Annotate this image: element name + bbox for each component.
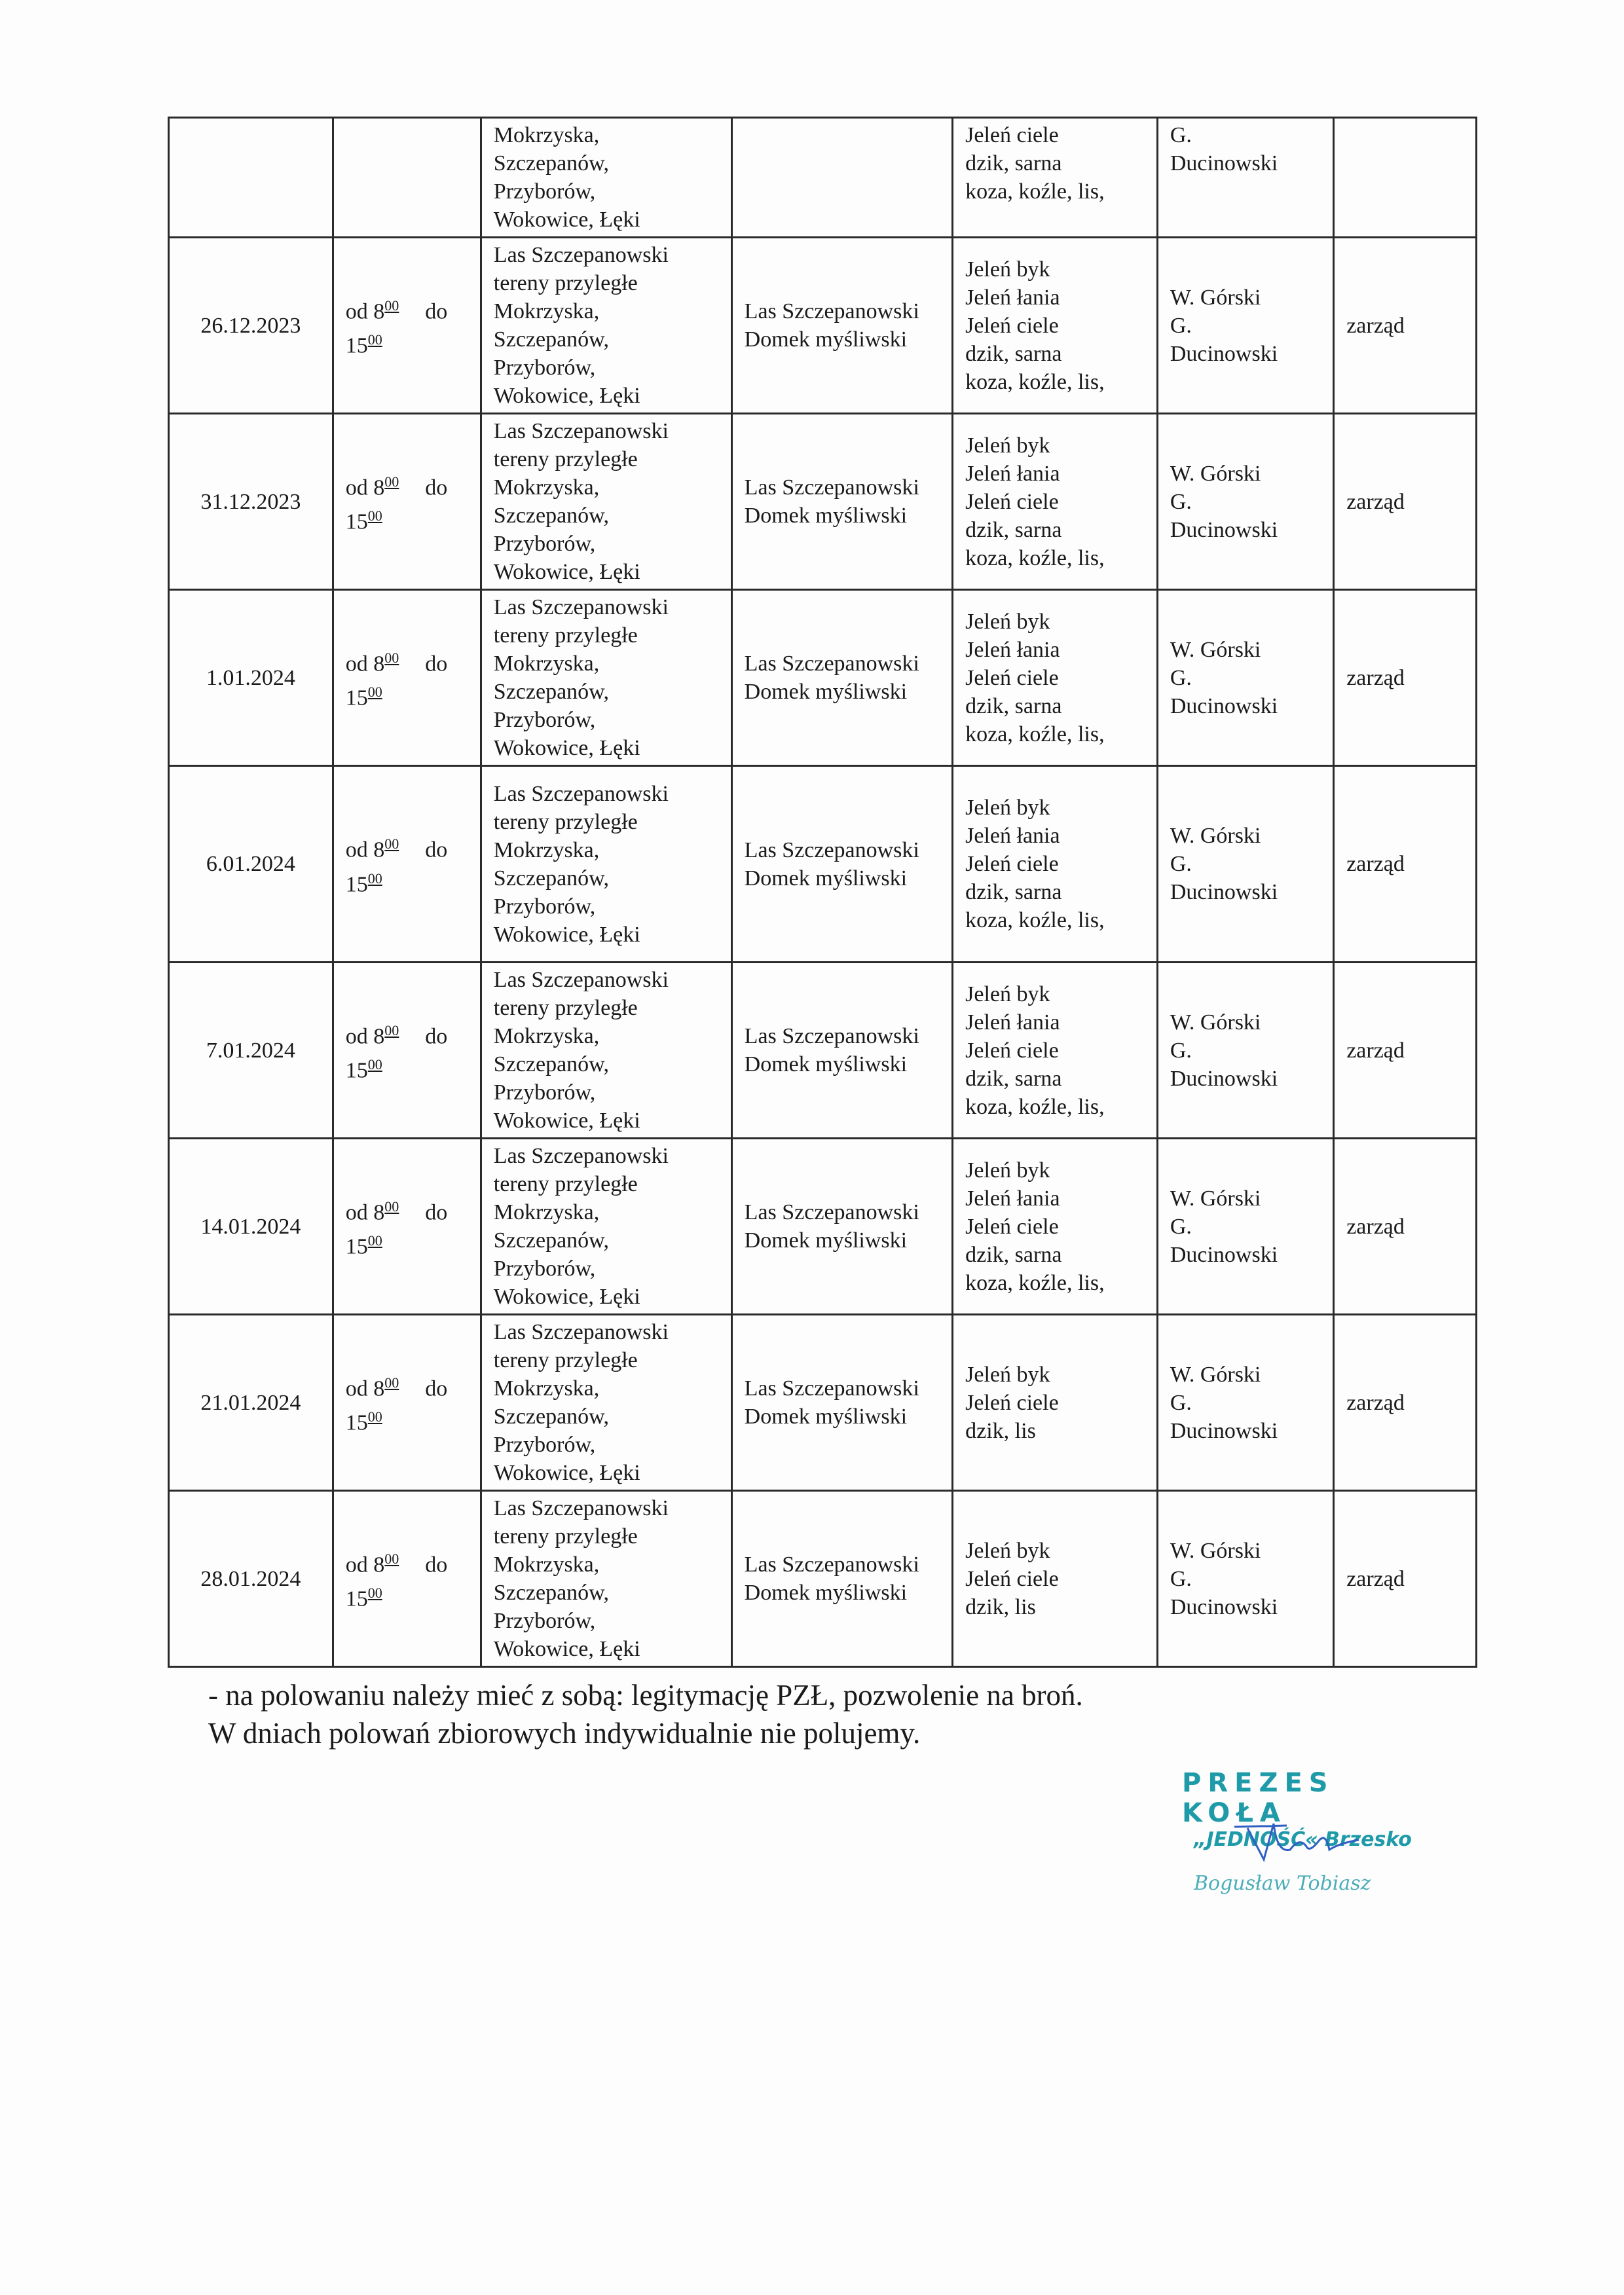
cell-game-species: Jeleń byk Jeleń ciele dzik, lis [953,1315,1158,1491]
cell-organizer: zarząd [1334,1139,1477,1315]
cell-time [333,1491,481,1667]
cell-game-species: Jeleń byk Jeleń łania Jeleń ciele dzik, sarna koza, koźle, lis, [953,414,1158,590]
cell-date: 26.12.2023 [169,238,333,414]
schedule-row [169,414,1477,590]
cell-hunt-leaders: W. Górski G. Ducinowski [1157,590,1333,766]
cell-hunt-leaders: W. Górski G. Ducinowski [1157,1491,1333,1667]
schedule-row [169,766,1477,963]
cell-time [333,414,481,590]
time-to: $15^{00}$ [345,1056,382,1083]
time-to: $15^{00}$ [345,684,382,710]
cell-meeting-place: Las Szczepanowski Domek myśliwski [731,1491,952,1667]
cell-hunting-area: Las Szczepanowski tereny przyległe Mokrzyska, Szczepanów, Przyborów, Wokowice, Łęki [481,1491,731,1667]
cell-game-species: Jeleń ciele dzik, sarna koza, koźle, lis, [953,118,1158,238]
cell-meeting-place: Las Szczepanowski Domek myśliwski [731,766,952,963]
schedule-row [169,1315,1477,1491]
cell-date: 28.01.2024 [169,1491,333,1667]
note-required-documents: - na polowaniu należy mieć z sobą: legitymację PZŁ, pozwolenie na broń. [208,1679,1083,1712]
cell-organizer: zarząd [1334,238,1477,414]
cell-hunting-area: Las Szczepanowski tereny przyległe Mokrzyska, Szczepanów, Przyborów, Wokowice, Łęki [481,1315,731,1491]
cell-hunt-leaders: W. Górski G. Ducinowski [1157,1315,1333,1491]
cell-meeting-place: Las Szczepanowski Domek myśliwski [731,1139,952,1315]
cell-date: 14.01.2024 [169,1139,333,1315]
cell-game-species: Jeleń byk Jeleń łania Jeleń ciele dzik, sarna koza, koźle, lis, [953,766,1158,963]
schedule-row [169,238,1477,414]
cell-game-species: Jeleń byk Jeleń łania Jeleń ciele dzik, sarna koza, koźle, lis, [953,963,1158,1139]
time-from: od $8^{00}$ do [345,1021,448,1048]
cell-hunting-area: Las Szczepanowski tereny przyległe Mokrzyska, Szczepanów, Przyborów, Wokowice, Łęki [481,766,731,963]
cell-hunting-area: Las Szczepanowski tereny przyległe Mokrzyska, Szczepanów, Przyborów, Wokowice, Łęki [481,238,731,414]
cell-time [333,118,481,238]
stamp-organization: „JEDNOŚĆ« Brzesko [1194,1828,1412,1851]
time-to: $15^{00}$ [345,1585,382,1611]
note-no-individual-hunting: W dniach polowań zbiorowych indywidualnie nie polujemy. [208,1717,921,1750]
time-to: $15^{00}$ [345,507,382,534]
cell-hunting-area: Las Szczepanowski tereny przyległe Mokrzyska, Szczepanów, Przyborów, Wokowice, Łęki [481,414,731,590]
cell-meeting-place: Las Szczepanowski Domek myśliwski [731,414,952,590]
cell-hunting-area: Las Szczepanowski tereny przyległe Mokrzyska, Szczepanów, Przyborów, Wokowice, Łęki [481,1139,731,1315]
cell-time [333,963,481,1139]
stamp-title: PREZES KOŁA [1182,1768,1335,1828]
cell-hunt-leaders: W. Górski G. Ducinowski [1157,414,1333,590]
cell-time [333,766,481,963]
cell-meeting-place: Las Szczepanowski Domek myśliwski [731,1315,952,1491]
notes-block [208,1676,1083,1752]
cell-organizer: zarząd [1334,414,1477,590]
time-to: $15^{00}$ [345,1232,382,1259]
cell-meeting-place: Las Szczepanowski Domek myśliwski [731,590,952,766]
cell-time [333,238,481,414]
time-from: od $8^{00}$ do [345,1198,448,1224]
schedule-body [169,118,1477,1667]
cell-game-species: Jeleń byk Jeleń ciele dzik, lis [953,1491,1158,1667]
schedule-row [169,118,1477,238]
cell-hunting-area: Mokrzyska, Szczepanów, Przyborów, Wokowice, Łęki [481,118,731,238]
time-from: od $8^{00}$ do [345,297,448,323]
cell-organizer: zarząd [1334,590,1477,766]
cell-organizer: zarząd [1334,1315,1477,1491]
cell-game-species: Jeleń byk Jeleń łania Jeleń ciele dzik, sarna koza, koźle, lis, [953,1139,1158,1315]
cell-time [333,1139,481,1315]
cell-game-species: Jeleń byk Jeleń łania Jeleń ciele dzik, sarna koza, koźle, lis, [953,238,1158,414]
cell-meeting-place: Las Szczepanowski Domek myśliwski [731,963,952,1139]
cell-date: 1.01.2024 [169,590,333,766]
cell-time [333,1315,481,1491]
time-to: $15^{00}$ [345,331,382,358]
cell-date: 7.01.2024 [169,963,333,1139]
cell-organizer: zarząd [1334,766,1477,963]
cell-hunting-area: Las Szczepanowski tereny przyległe Mokrzyska, Szczepanów, Przyborów, Wokowice, Łęki [481,963,731,1139]
time-to: $15^{00}$ [345,870,382,896]
cell-hunt-leaders: W. Górski G. Ducinowski [1157,766,1333,963]
cell-organizer: zarząd [1334,963,1477,1139]
time-from: od $8^{00}$ do [345,649,448,676]
cell-meeting-place: Las Szczepanowski Domek myśliwski [731,238,952,414]
cell-date: 31.12.2023 [169,414,333,590]
president-stamp [1182,1768,1444,1895]
schedule-row [169,963,1477,1139]
schedule-row [169,590,1477,766]
cell-hunt-leaders: W. Górski G. Ducinowski [1157,238,1333,414]
time-to: $15^{00}$ [345,1408,382,1435]
cell-hunt-leaders: G. Ducinowski [1157,118,1333,238]
cell-hunting-area: Las Szczepanowski tereny przyległe Mokrzyska, Szczepanów, Przyborów, Wokowice, Łęki [481,590,731,766]
cell-date [169,118,333,238]
cell-date: 21.01.2024 [169,1315,333,1491]
time-from: od $8^{00}$ do [345,473,448,500]
cell-hunt-leaders: W. Górski G. Ducinowski [1157,963,1333,1139]
cell-organizer: zarząd [1334,1491,1477,1667]
time-from: od $8^{00}$ do [345,835,448,862]
schedule-row [169,1139,1477,1315]
cell-date: 6.01.2024 [169,766,333,963]
schedule-row [169,1491,1477,1667]
signature-icon [1228,1814,1398,1873]
stamp-name: Bogusław Tobiasz [1194,1872,1371,1895]
cell-organizer [1334,118,1477,238]
hunting-schedule-table [168,117,1477,1668]
cell-game-species: Jeleń byk Jeleń łania Jeleń ciele dzik, sarna koza, koźle, lis, [953,590,1158,766]
time-from: od $8^{00}$ do [345,1550,448,1577]
cell-hunt-leaders: W. Górski G. Ducinowski [1157,1139,1333,1315]
cell-time [333,590,481,766]
time-from: od $8^{00}$ do [345,1374,448,1401]
cell-meeting-place [731,118,952,238]
